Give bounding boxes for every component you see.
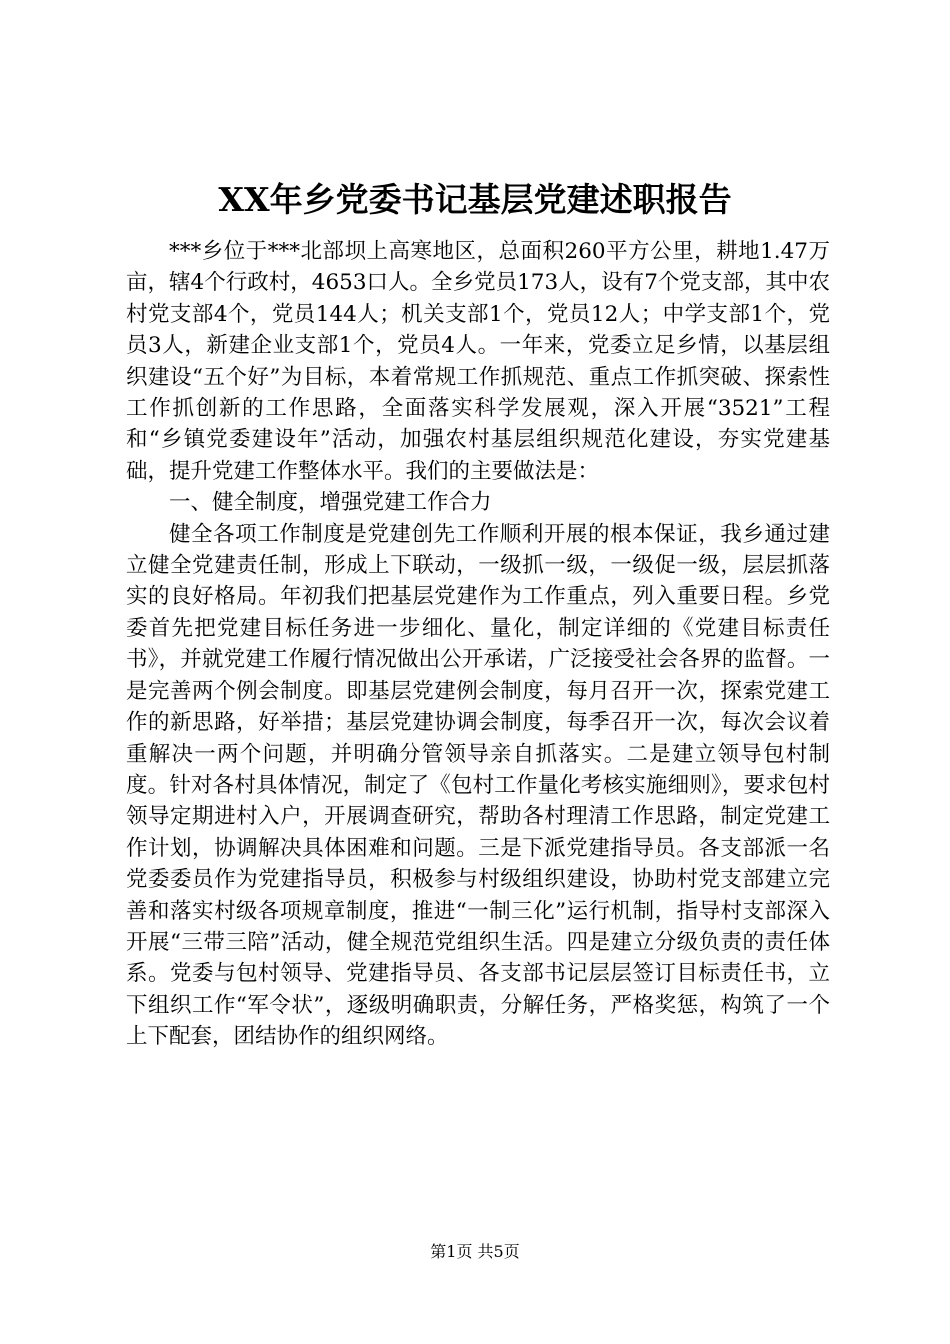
page-footer: 第1页 共5页 [430, 1242, 520, 1261]
document-body [126, 236, 830, 1053]
section-heading-1: 一、健全制度，增强党建工作合力 [169, 490, 492, 516]
document-title: XX年乡党委书记基层党建述职报告 [218, 180, 732, 219]
body-paragraph-intro: ***乡位于***北部坝上高寒地区，总面积260平方公里，耕地1.47万亩，辖4个行政村，4653口人。全乡党员173人，设有7个党支部，其中农村党支部4个，党员144人；机关支部1个，党员12人；中学支部1个，党员3人，新建企业支部1个，党员4人。一年来，党委立足乡情，以基层组织建设“五个好”为目标，本着常规工作抓规范、重点工作抓突破、探索性工作抓创新的工作思路，全面落实科学发展观，深入开展“3521”工程和“乡镇党委建设年”活动，加强农村基层组织规范化建设，夯实党建基础，提升党建工作整体水平。我们的主要做法是： [126, 239, 830, 484]
body-paragraph-section-1: 健全各项工作制度是党建创先工作顺利开展的根本保证，我乡通过建立健全党建责任制，形成上下联动，一级抓一级，一级促一级，层层抓落实的良好格局。年初我们把基层党建作为工作重点，列入重要日程。乡党委首先把党建目标任务进一步细化、量化，制定详细的《党建目标责任书》，并就党建工作履行情况做出公开承诺，广泛接受社会各界的监督。一是完善两个例会制度。即基层党建例会制度，每月召开一次，探索党建工作的新思路，好举措；基层党建协调会制度，每季召开一次，每次会议着重解决一两个问题，并明确分管领导亲自抓落实。二是建立领导包村制度。针对各村具体情况，制定了《包村工作量化考核实施细则》，要求包村领导定期进村入户，开展调查研究，帮助各村理清工作思路，制定党建工作计划，协调解决具体困难和问题。三是下派党建指导员。各支部派一名党委委员作为党建指导员，积极参与村级组织建设，协助村党支部建立完善和落实村级各项规章制度，推进“一制三化”运行机制，指导村支部深入开展“三带三陪”活动，健全规范党组织生活。四是建立分级负责的责任体系。党委与包村领导、党建指导员、各支部书记层层签订目标责任书，立下组织工作“军令状”，逐级明确职责，分解任务，严格奖惩，构筑了一个上下配套，团结协作的组织网络。 [126, 521, 830, 1050]
